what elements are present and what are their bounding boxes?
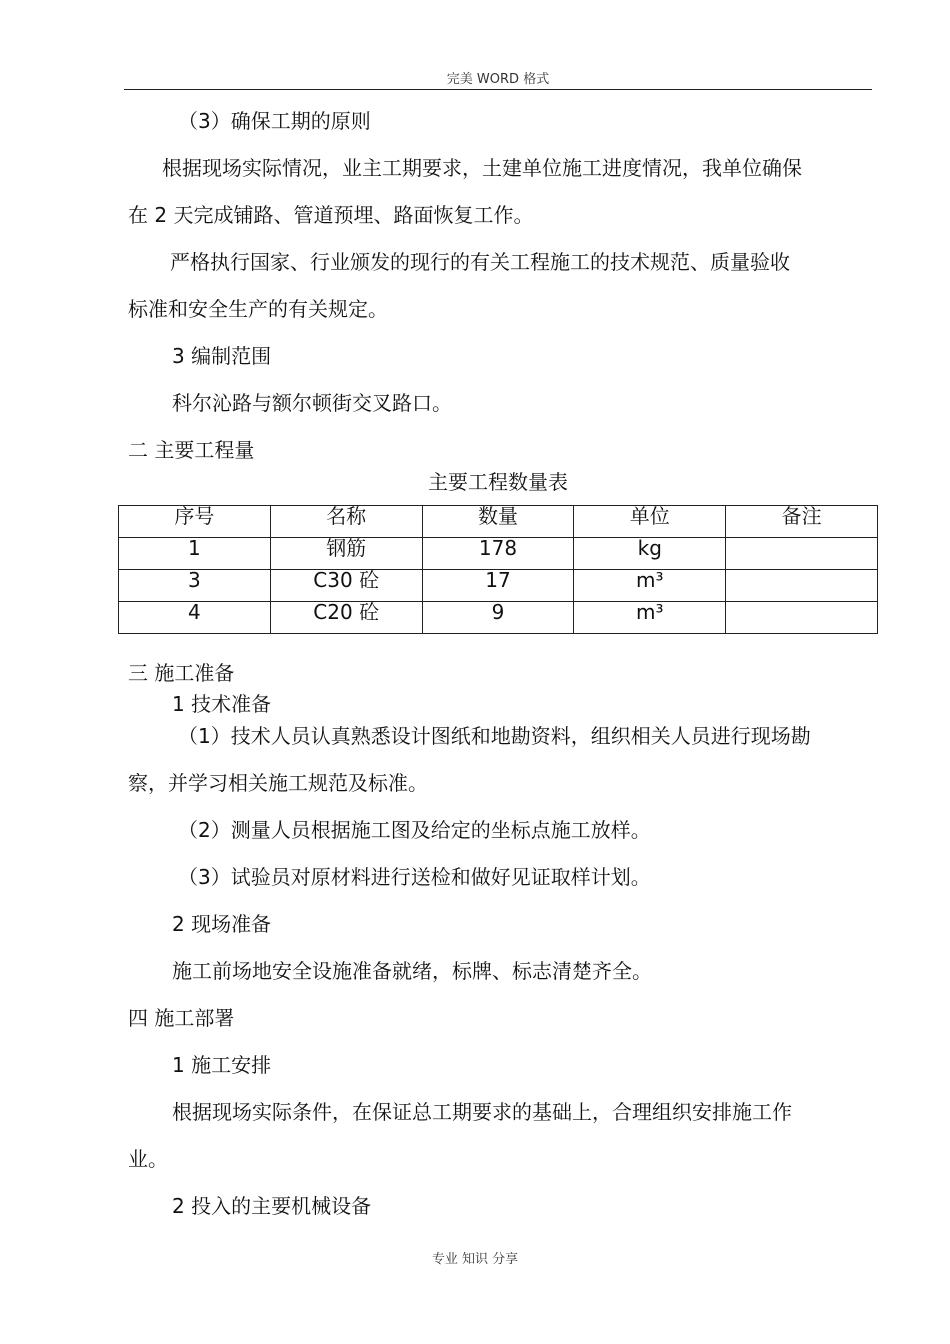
page-header: 完美 WORD 格式 xyxy=(124,70,872,90)
table-cell: 17 xyxy=(422,570,574,602)
table-header-cell: 序号 xyxy=(119,506,271,538)
table-cell: kg xyxy=(574,538,726,570)
table-row xyxy=(119,570,878,602)
quantity-table xyxy=(118,505,878,634)
table-cell: 4 xyxy=(119,602,271,634)
section-heading-deployment: 四 施工部署 xyxy=(128,1006,235,1030)
table-cell: 钢筋 xyxy=(270,538,422,570)
table-cell xyxy=(726,602,878,634)
paragraph-line: 在 2 天完成铺路、管道预埋、路面恢复工作。 xyxy=(128,203,534,227)
paragraph-line: 根据现场实际情况，业主工期要求，土建单位施工进度情况，我单位确保 xyxy=(162,156,802,180)
table-row xyxy=(119,602,878,634)
paragraph-line: 科尔沁路与额尔顿街交叉路口。 xyxy=(172,391,452,415)
paragraph-line: 严格执行国家、行业颁发的现行的有关工程施工的技术规范、质量验收 xyxy=(170,250,790,274)
paragraph-line: （3）试验员对原材料进行送检和做好见证取样计划。 xyxy=(178,865,651,889)
table-header-cell: 名称 xyxy=(270,506,422,538)
table-cell: 3 xyxy=(119,570,271,602)
subheading-arrangement: 1 施工安排 xyxy=(172,1053,272,1077)
table-cell: m³ xyxy=(574,570,726,602)
table-cell xyxy=(726,570,878,602)
subheading-site-prep: 2 现场准备 xyxy=(172,912,272,936)
table-row xyxy=(119,538,878,570)
table-cell: 1 xyxy=(119,538,271,570)
paragraph-line: （1）技术人员认真熟悉设计图纸和地勘资料，组织相关人员进行现场勘 xyxy=(178,724,811,748)
paragraph-line: 根据现场实际条件，在保证总工期要求的基础上，合理组织安排施工作 xyxy=(172,1100,792,1124)
paragraph-line: （2）测量人员根据施工图及给定的坐标点施工放样。 xyxy=(178,818,651,842)
subheading-equipment: 2 投入的主要机械设备 xyxy=(172,1194,372,1218)
table-cell: C30 砼 xyxy=(270,570,422,602)
table-cell xyxy=(726,538,878,570)
paragraph-line: 业。 xyxy=(128,1147,168,1171)
table-header-cell: 备注 xyxy=(726,506,878,538)
heading-schedule-principle: （3）确保工期的原则 xyxy=(178,109,371,133)
table-cell: C20 砼 xyxy=(270,602,422,634)
page-footer: 专业 知识 分享 xyxy=(431,1252,519,1267)
table-header-cell: 数量 xyxy=(422,506,574,538)
section-heading-quantities: 二 主要工程量 xyxy=(128,438,255,462)
paragraph-line: 标准和安全生产的有关规定。 xyxy=(128,297,388,321)
heading-scope: 3 编制范围 xyxy=(172,344,272,368)
table-header-row xyxy=(119,506,878,538)
table-cell: m³ xyxy=(574,602,726,634)
subheading-technical-prep: 1 技术准备 xyxy=(172,692,272,716)
section-heading-preparation: 三 施工准备 xyxy=(128,661,235,685)
paragraph-line: 施工前场地安全设施准备就绪，标牌、标志清楚齐全。 xyxy=(172,959,652,983)
table-cell: 178 xyxy=(422,538,574,570)
table-title: 主要工程数量表 xyxy=(428,470,568,494)
table-header-cell: 单位 xyxy=(574,506,726,538)
paragraph-line: 察，并学习相关施工规范及标准。 xyxy=(128,771,428,795)
table-cell: 9 xyxy=(422,602,574,634)
